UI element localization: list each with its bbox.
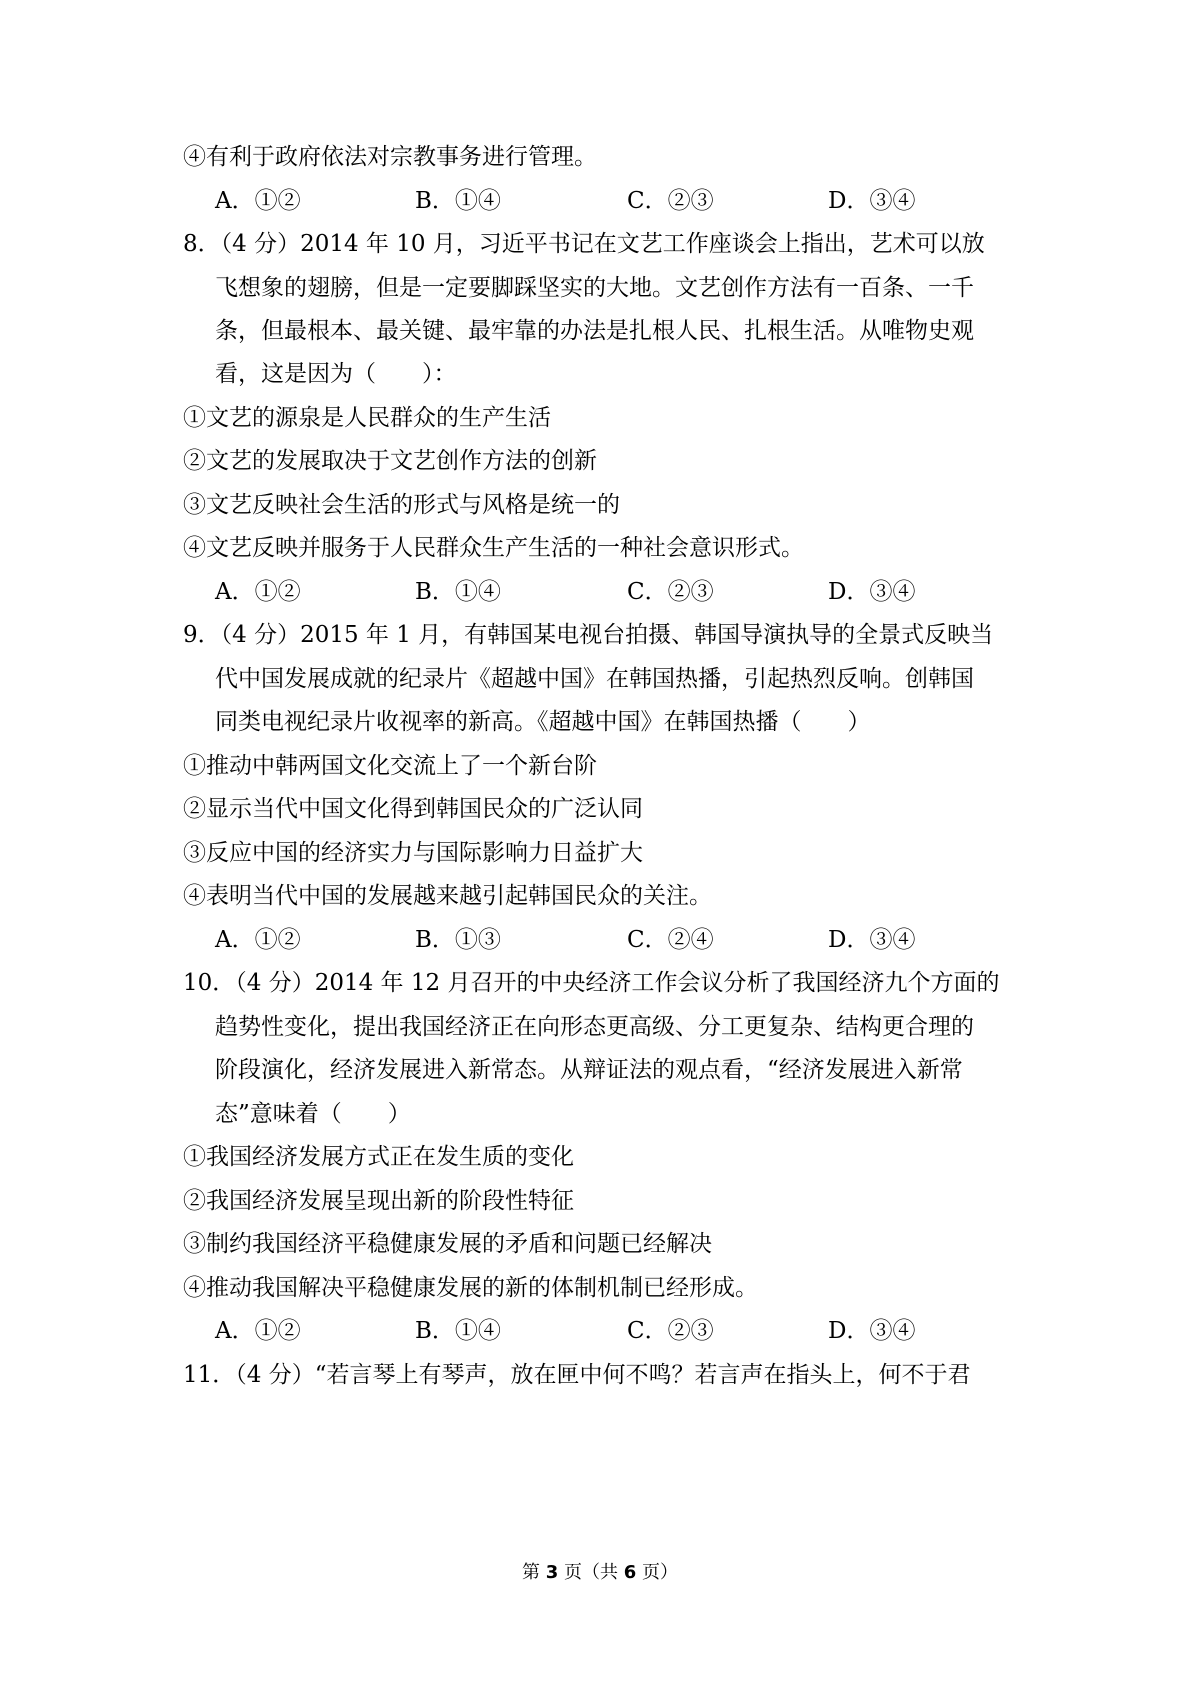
q9-option-d[interactable]: D．③④ [828, 927, 916, 953]
footer-page-number: 3 [545, 1562, 559, 1583]
q9-stem-line-1: 9．（4 分）2015 年 1 月，有韩国某电视台拍摄、韩国导演执导的全景式反映当 [183, 622, 994, 648]
q10-item-3: ③制约我国经济平稳健康发展的矛盾和问题已经解决 [183, 1231, 712, 1257]
q10-stem-line-2: 趋势性变化，提出我国经济正在向形态更高级、分工更复杂、结构更合理的 [215, 1014, 974, 1040]
footer-prefix: 第 [522, 1562, 546, 1583]
footer-total-pages: 6 [623, 1562, 637, 1583]
q10-item-1: ①我国经济发展方式正在发生质的变化 [183, 1144, 574, 1170]
q10-stem-line-4: 态”意味着（ ） [215, 1101, 411, 1127]
q9-item-1: ①推动中韩两国文化交流上了一个新台阶 [183, 753, 597, 779]
q10-option-a[interactable]: A．①② [215, 1318, 301, 1344]
q8-stem-line-3: 条，但最根本、最关键、最牢靠的办法是扎根人民、扎根生活。从唯物史观 [215, 318, 974, 344]
q8-option-b[interactable]: B．①④ [415, 579, 501, 605]
q10-option-d[interactable]: D．③④ [828, 1318, 916, 1344]
q10-item-4: ④推动我国解决平稳健康发展的新的体制机制已经形成。 [183, 1275, 758, 1301]
q10-option-c[interactable]: C．②③ [627, 1318, 714, 1344]
footer-suffix: 页） [636, 1562, 678, 1583]
q9-stem-line-3: 同类电视纪录片收视率的新高。《超越中国》在韩国热播（ ） [215, 709, 871, 735]
q9-item-4: ④表明当代中国的发展越来越引起韩国民众的关注。 [183, 883, 712, 909]
q8-stem-line-1: 8．（4 分）2014 年 10 月，习近平书记在文艺工作座谈会上指出，艺术可以放 [183, 231, 985, 257]
q8-item-1: ①文艺的源泉是人民群众的生产生活 [183, 405, 551, 431]
q9-option-c[interactable]: C．②④ [627, 927, 714, 953]
q8-option-a[interactable]: A．①② [215, 579, 301, 605]
q7-item-4: ④有利于政府依法对宗教事务进行管理。 [183, 144, 597, 170]
q10-item-2: ②我国经济发展呈现出新的阶段性特征 [183, 1188, 574, 1214]
q9-item-2: ②显示当代中国文化得到韩国民众的广泛认同 [183, 796, 643, 822]
q8-stem-line-4: 看，这是因为（ ）： [215, 361, 457, 387]
q8-option-c[interactable]: C．②③ [627, 579, 714, 605]
q10-option-b[interactable]: B．①④ [415, 1318, 501, 1344]
q8-item-2: ②文艺的发展取决于文艺创作方法的创新 [183, 448, 597, 474]
q9-item-3: ③反应中国的经济实力与国际影响力日益扩大 [183, 840, 643, 866]
q9-option-b[interactable]: B．①③ [415, 927, 501, 953]
q8-option-d[interactable]: D．③④ [828, 579, 916, 605]
page-footer [0, 1561, 1200, 1585]
q7-option-d[interactable]: D．③④ [828, 188, 916, 214]
q7-option-c[interactable]: C．②③ [627, 188, 714, 214]
q8-stem-line-2: 飞想象的翅膀，但是一定要脚踩坚实的大地。文艺创作方法有一百条、一千 [215, 275, 974, 301]
q8-item-4: ④文艺反映并服务于人民群众生产生活的一种社会意识形式。 [183, 535, 804, 561]
q10-stem-line-1: 10．（4 分）2014 年 12 月召开的中央经济工作会议分析了我国经济九个方面的 [183, 970, 1000, 996]
q11-stem-line-1: 11．（4 分）“若言琴上有琴声，放在匣中何不鸣？若言声在指头上，何不于君 [183, 1362, 971, 1388]
footer-middle: 页（共 [558, 1562, 624, 1583]
q7-option-a[interactable]: A．①② [215, 188, 301, 214]
q9-option-a[interactable]: A．①② [215, 927, 301, 953]
q7-option-b[interactable]: B．①④ [415, 188, 501, 214]
q8-item-3: ③文艺反映社会生活的形式与风格是统一的 [183, 492, 620, 518]
q10-stem-line-3: 阶段演化，经济发展进入新常态。从辩证法的观点看，“经济发展进入新常 [215, 1057, 963, 1083]
q9-stem-line-2: 代中国发展成就的纪录片《超越中国》在韩国热播，引起热烈反响。创韩国 [215, 666, 974, 692]
